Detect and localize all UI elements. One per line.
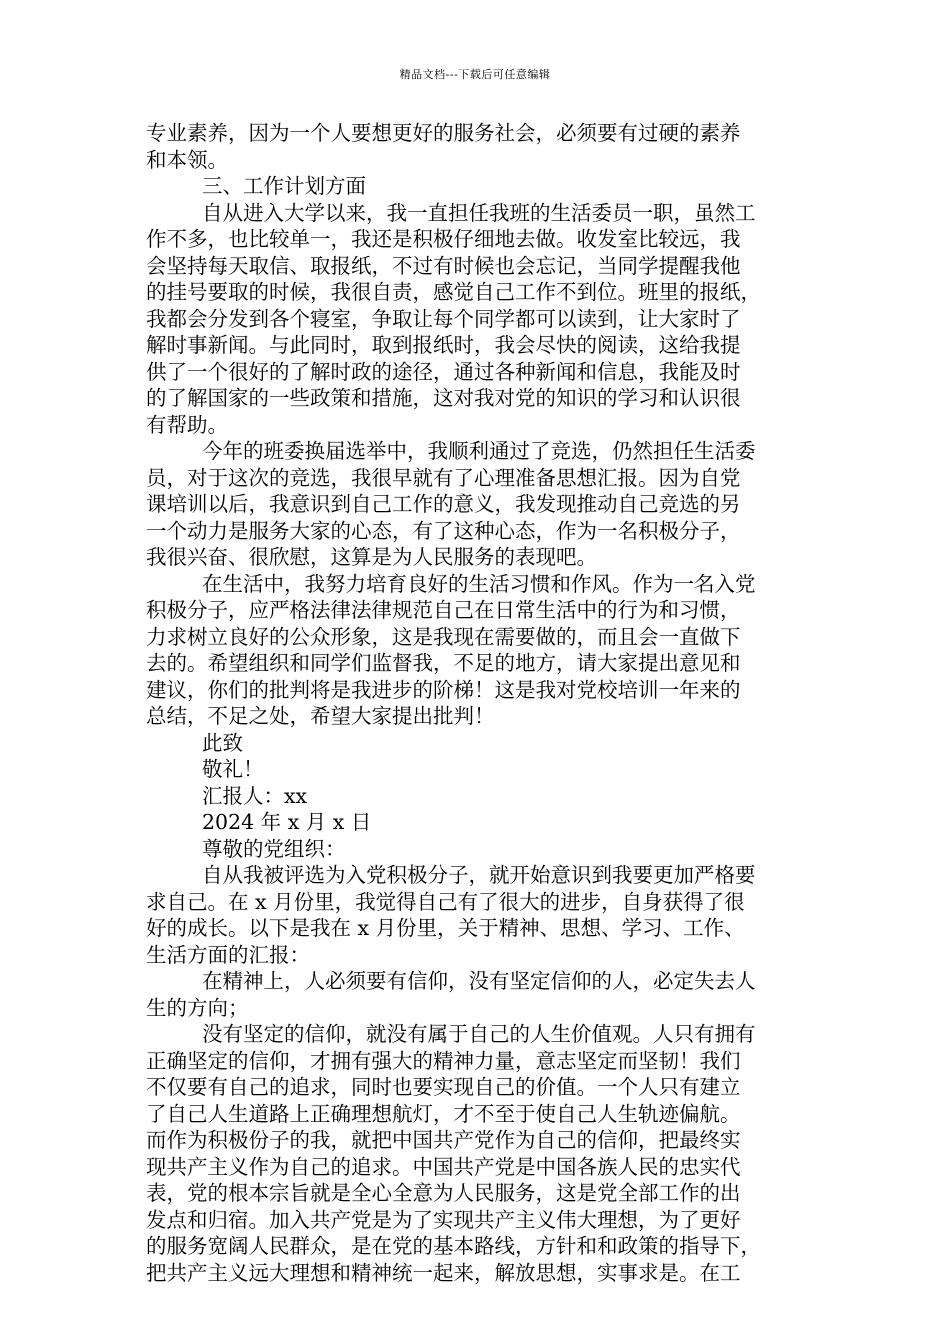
text-line: 的了解国家的一些政策和措施，这对我对党的知识的学习和认识很 (146, 386, 741, 410)
text-line: 汇报人：xx (202, 783, 308, 808)
text-line: 生的方向； (146, 995, 249, 1020)
text-line: 2024 年 x 月 x 日 (202, 810, 372, 834)
text-line: 求自己。在 x 月份里，我觉得自己有了很大的进步，自身获得了很 (146, 889, 745, 914)
text-line: 积极分子，应严格法律法律规范自己在日常生活中的行为和习惯， (146, 598, 741, 622)
text-line: 建议，你们的批判将是我进步的阶梯！这是我对党校培训一年来的 (146, 677, 741, 702)
text-line: 的挂号要取的时候，我很自责，感觉自己工作不到位。班里的报纸， (146, 280, 761, 304)
text-line: 现共产主义作为自己的追求。中国共产党是中国各族人民的忠实代 (146, 1154, 741, 1179)
text-line: 正确坚定的信仰，才拥有强大的精神力量，意志坚定而坚韧！我们 (146, 1048, 741, 1073)
document-body (146, 120, 806, 1286)
text-line: 不仅要有自己的追求，同时也要实现自己的价值。一个人只有建立 (146, 1075, 741, 1099)
text-line: 把共产主义远大理想和精神统一起来，解放思想，实事求是。在工 (146, 1260, 741, 1285)
text-line: 去的。希望组织和同学们监督我，不足的地方，请大家提出意见和 (146, 651, 741, 675)
text-line: 了自己人生道路上正确理想航灯，才不至于使自己人生轨迹偏航。 (146, 1101, 741, 1126)
text-line: 生活方面的汇报： (146, 942, 310, 967)
text-line: 解时事新闻。与此同时，取到报纸时，我会尽快的阅读，这给我提 (146, 333, 741, 357)
page-header: 精品文档---下载后可任意编辑 (399, 68, 551, 81)
text-line: 在精神上，人必须要有信仰，没有坚定信仰的人，必定失去人 (202, 969, 756, 993)
text-line: 自从进入大学以来，我一直担任我班的生活委员一职，虽然工 (202, 200, 756, 225)
text-line: 尊敬的党组织： (202, 836, 346, 861)
text-line: 表，党的根本宗旨就是全心全意为人民服务，这是党全部工作的出 (146, 1181, 741, 1205)
text-line: 今年的班委换届选举中，我顺利通过了竞选，仍然担任生活委 (202, 439, 756, 463)
text-line: 敬礼！ (202, 757, 264, 781)
text-line: 而作为积极份子的我，就把中国共产党作为自己的信仰，把最终实 (146, 1128, 741, 1152)
text-line: 我都会分发到各个寝室，争取让每个同学都可以读到，让大家时了 (146, 306, 741, 331)
text-line: 作不多，也比较单一，我还是积极仔细地去做。收发室比较远，我 (146, 227, 741, 251)
text-line: 的服务宽阔人民群众，是在党的基本路线，方针和和政策的指导下， (146, 1234, 761, 1258)
text-line: 发点和归宿。加入共产党是为了实现共产主义伟大理想，为了更好 (146, 1207, 741, 1232)
text-line: 会坚持每天取信、取报纸，不过有时候也会忘记，当同学提醒我他 (146, 253, 741, 278)
text-line: 供了一个很好的了解时政的途径，通过各种新闻和信息，我能及时 (146, 359, 741, 384)
text-line: 和本领。 (146, 147, 228, 172)
text-line: 一个动力是服务大家的心态，有了这种心态，作为一名积极分子， (146, 518, 741, 543)
text-line: 三、工作计划方面 (202, 174, 366, 198)
text-line: 自从我被评选为入党积极分子，就开始意识到我要更加严格要 (202, 863, 756, 887)
text-line: 专业素养，因为一个人要想更好的服务社会，必须要有过硬的素养 (146, 121, 741, 145)
text-line: 好的成长。以下是我在 x 月份里，关于精神、思想、学习、工作、 (146, 916, 745, 940)
text-line: 此致 (202, 730, 243, 755)
text-line: 有帮助。 (146, 412, 228, 437)
text-line: 员，对于这次的竞选，我很早就有了心理准备思想汇报。因为自党 (146, 465, 741, 490)
text-line: 没有坚定的信仰，就没有属于自己的人生价值观。人只有拥有 (202, 1022, 756, 1046)
text-line: 课培训以后，我意识到自己工作的意义，我发现推动自己竞选的另 (146, 492, 741, 516)
text-line: 在生活中，我努力培育良好的生活习惯和作风。作为一名入党 (202, 571, 756, 596)
text-line: 总结，不足之处，希望大家提出批判！ (146, 704, 495, 728)
text-line: 力求树立良好的公众形象，这是我现在需要做的，而且会一直做下 (146, 624, 741, 649)
text-line: 我很兴奋、很欣慰，这算是为人民服务的表现吧。 (146, 545, 597, 569)
